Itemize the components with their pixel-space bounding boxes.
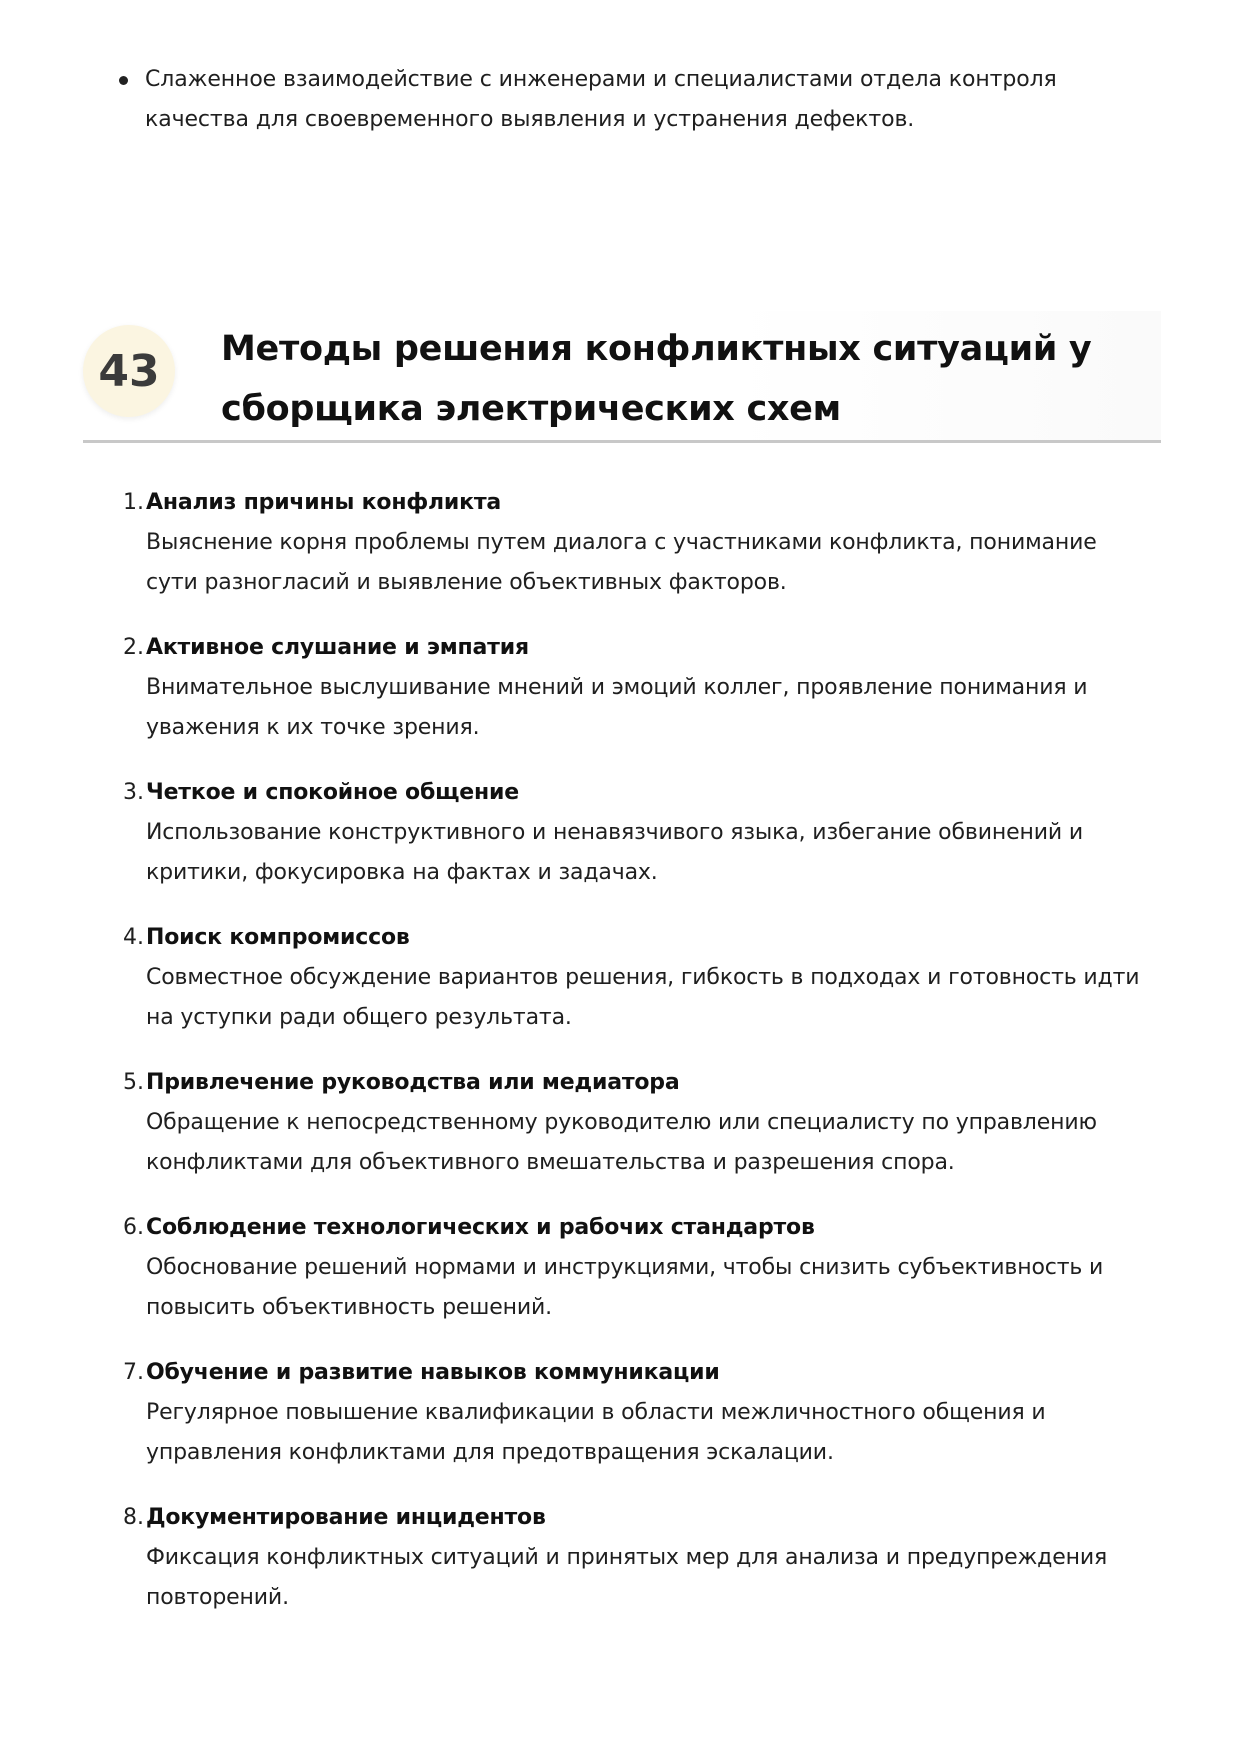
section-header [83, 311, 1161, 443]
list-item [0, 628, 1239, 773]
list-item-description: Обоснование решений нормами и инструкциями, чтобы снизить субъективность и повысить объективность решений. [146, 1255, 1104, 1320]
list-item-description: Выяснение корня проблемы путем диалога с участниками конфликта, понимание сути разногласий и выявление объективных факторов. [146, 530, 1097, 595]
list-item-title: Поиск компромиссов [146, 925, 410, 950]
list-item-title: Четкое и спокойное общение [146, 780, 519, 805]
list-item-title: Обучение и развитие навыков коммуникации [146, 1360, 720, 1385]
list-item-description: Обращение к непосредственному руководителю или специалисту по управлению конфликтами для объективного вмешательства и разрешения спора. [146, 1110, 1097, 1175]
section-title: Методы решения конфликтных ситуаций у сборщика электрических схем [221, 329, 1092, 429]
list-item-number: 3. [123, 780, 144, 805]
list-item-number: 7. [123, 1360, 144, 1385]
list-item-number: 1. [123, 490, 144, 515]
list-item-description: Внимательное выслушивание мнений и эмоций коллег, проявление понимания и уважения к их точке зрения. [146, 675, 1088, 740]
list-item [0, 1498, 1239, 1643]
methods-list [0, 483, 1239, 1643]
list-item-title: Анализ причины конфликта [146, 490, 502, 515]
intro-bullet [119, 60, 1159, 140]
bullet-icon [119, 76, 128, 85]
intro-bullet-text: Слаженное взаимодействие с инженерами и специалистами отдела контроля качества для своевременного выявления и устранения дефектов. [145, 67, 1057, 132]
list-item-title: Соблюдение технологических и рабочих стандартов [146, 1215, 815, 1240]
list-item [0, 1063, 1239, 1208]
list-item-number: 2. [123, 635, 144, 660]
list-item-description: Регулярное повышение квалификации в области межличностного общения и управления конфликтами для предотвращения эскалации. [146, 1400, 1046, 1465]
list-item-title: Привлечение руководства или медиатора [146, 1070, 680, 1095]
list-item-number: 5. [123, 1070, 144, 1095]
list-item-number: 4. [123, 925, 144, 950]
list-item-description: Фиксация конфликтных ситуаций и принятых мер для анализа и предупреждения повторений. [146, 1545, 1108, 1610]
list-item-description: Совместное обсуждение вариантов решения, гибкость в подходах и готовность идти на уступки ради общего результата. [146, 965, 1140, 1030]
list-item-number: 8. [123, 1505, 144, 1530]
list-item [0, 1208, 1239, 1353]
list-item [0, 918, 1239, 1063]
list-item-number: 6. [123, 1215, 144, 1240]
list-item [0, 483, 1239, 628]
list-item-title: Активное слушание и эмпатия [146, 635, 529, 660]
list-item-title: Документирование инцидентов [146, 1505, 546, 1530]
list-item [0, 773, 1239, 918]
section-number-badge: 43 [83, 325, 175, 417]
list-item-description: Использование конструктивного и ненавязчивого языка, избегание обвинений и критики, фокусировка на фактах и задачах. [146, 820, 1083, 885]
list-item [0, 1353, 1239, 1498]
